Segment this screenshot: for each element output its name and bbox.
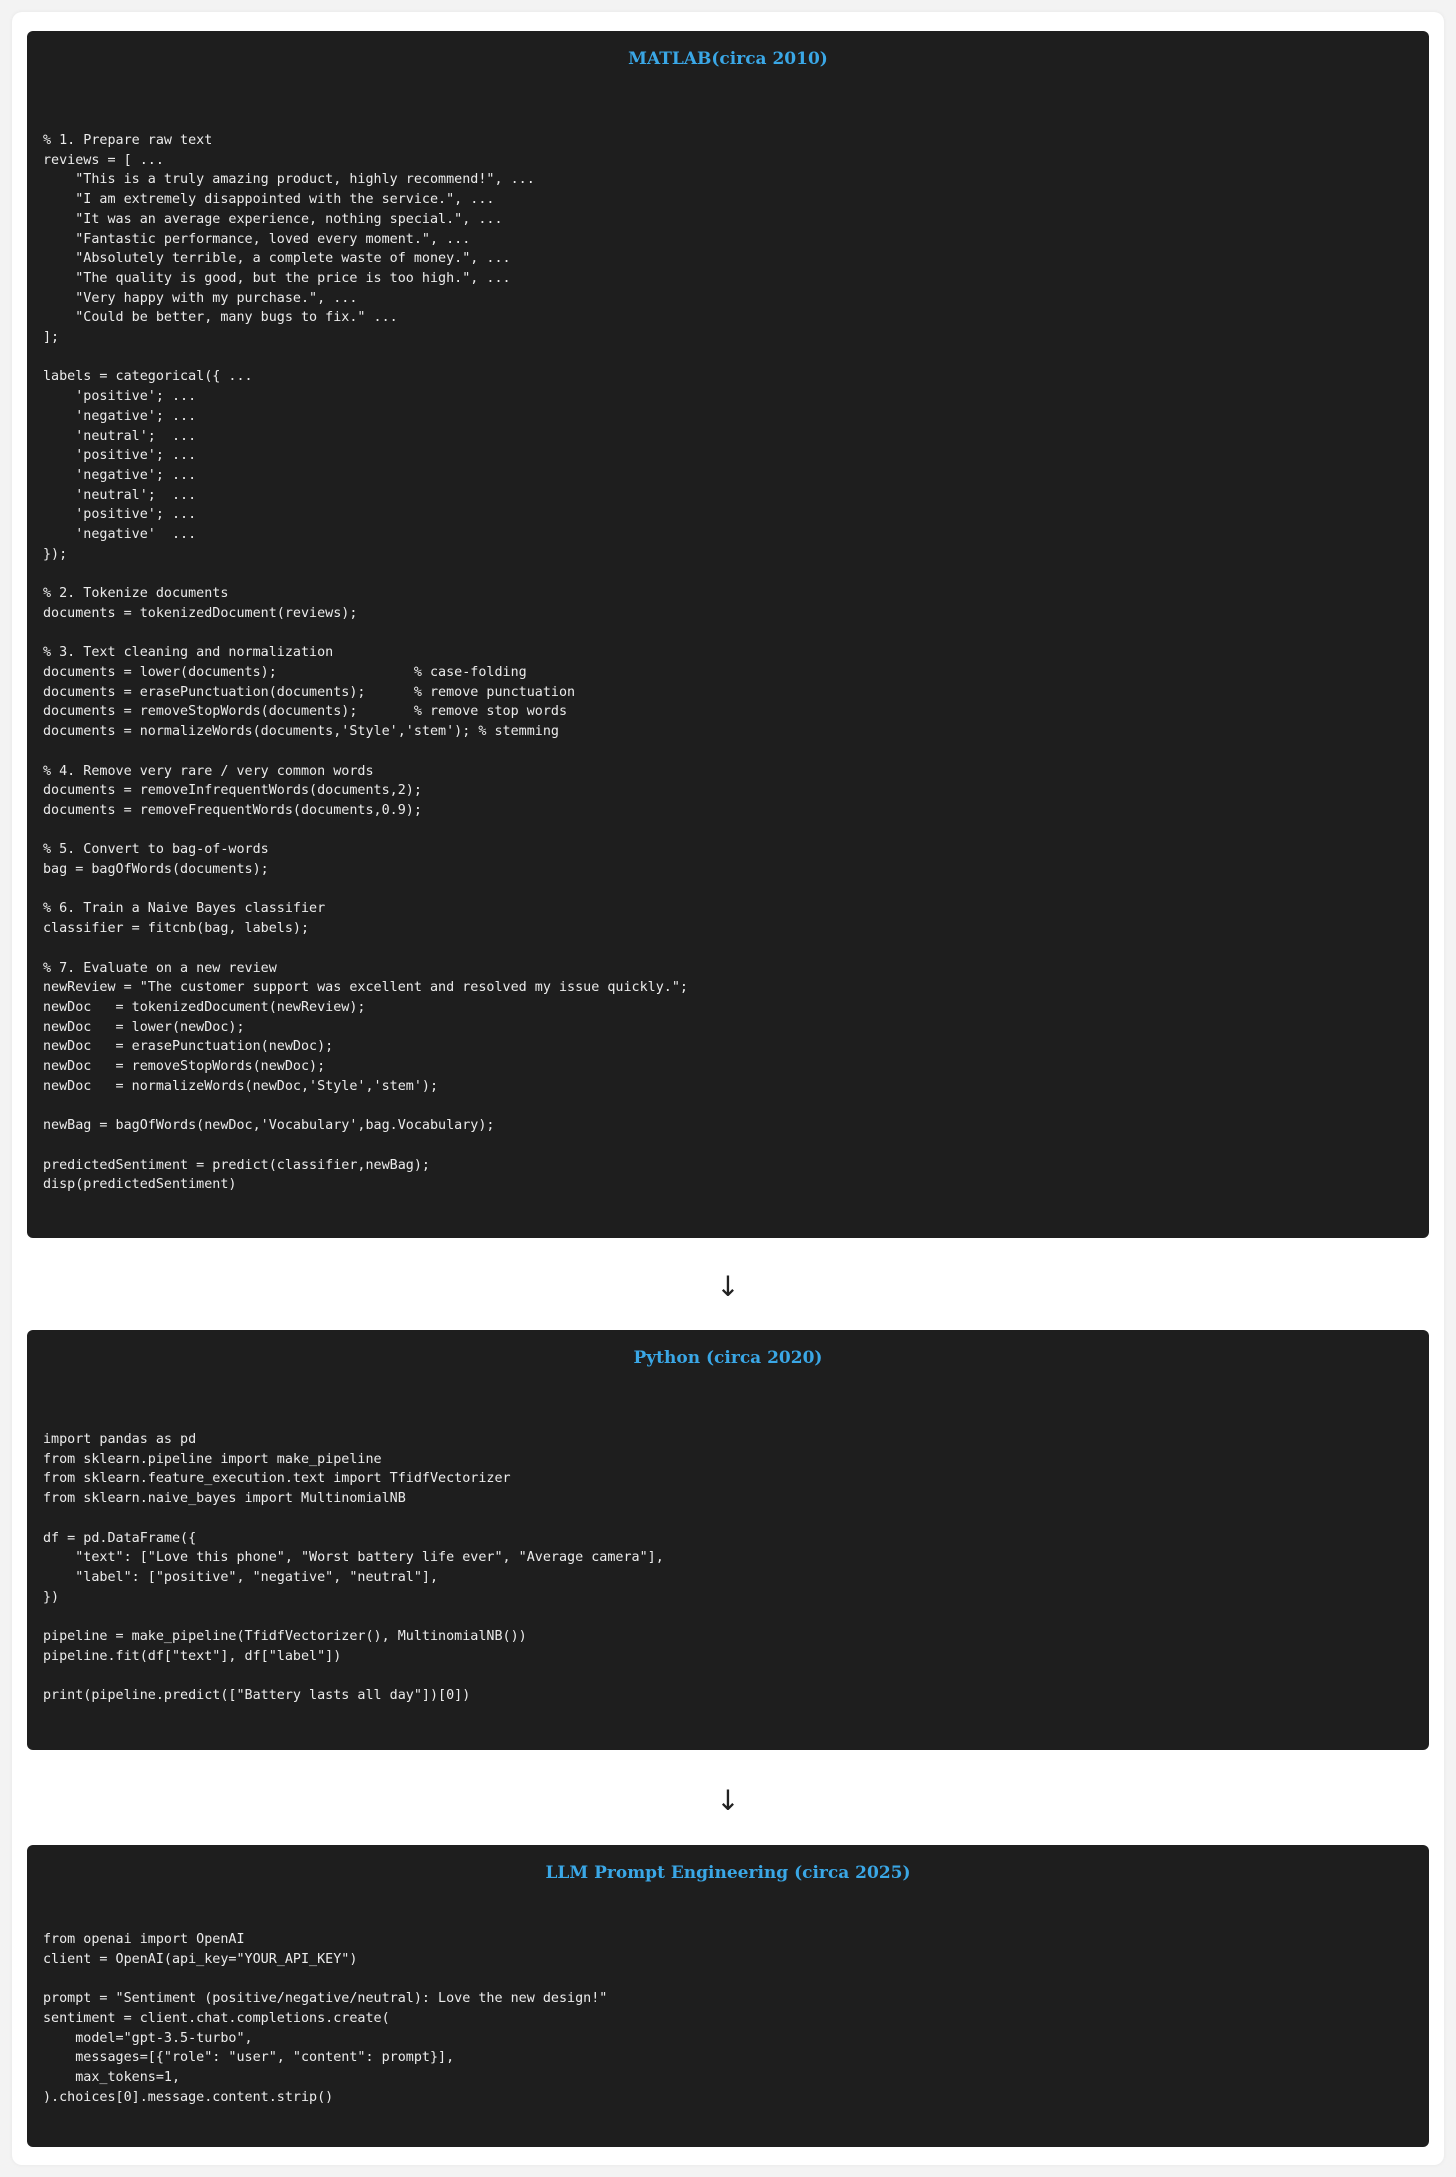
panel-title-llm: LLM Prompt Engineering (circa 2025) [545, 1863, 911, 1883]
panel-title-matlab: MATLAB(circa 2010) [628, 49, 828, 69]
page-container [12, 12, 1444, 2165]
down-arrow-icon: ↓ [716, 1270, 740, 1303]
panel-title-python: Python (circa 2020) [633, 1348, 823, 1368]
code-panel-matlab [27, 31, 1429, 1238]
code-block-matlab: % 1. Prepare raw text reviews = [ ... "This is a truly amazing product, highly recommend!", ... "I am extremely disappointed with the service.", ... "It was an average experience, nothing special.", ... "Fantastic performance, loved every moment.", ... "Absolutely terrible, a complete waste of money.", ... "The quality is good, but the price is too high.", ... "Very happy with my purchase.", ... "Could be better, many bugs to fix." ... ]; labels = categorical({ ... 'positive'; ... 'negative'; ... 'neutral'; ... 'positive'; ... 'negative'; ... 'neutral'; ... 'positive'; ... 'negative' ... }); % 2. Tokenize documents documents = tokenizedDocument(reviews); % 3. Text cleaning and normalization documents = lower(documents); % case-folding documents = erasePunctuation(documents); % remove punctuation documents = removeStopWords(documents); % remove stop words documents = normalizeWords(documents,'Style','stem'); % stemming % 4. Remove very rare / very common words documents = removeInfrequentWords(documents,2); documents = removeFrequentWords(documents,0.9); % 5. Convert to bag-of-words bag = bagOfWords(documents); % 6. Train a Naive Bayes classifier classifier = fitcnb(bag, labels); % 7. Evaluate on a new review newReview = "The customer support was excellent and resolved my issue quickly."; newDoc = tokenizedDocument(newReview); newDoc = lower(newDoc); newDoc = erasePunctuation(newDoc); newDoc = removeStopWords(newDoc); newDoc = normalizeWords(newDoc,'Style','stem'); newBag = bagOfWords(newDoc,'Vocabulary',bag.Vocabulary); predictedSentiment = predict(classifier,newBag); disp(predictedSentiment) [43, 133, 688, 1193]
code-panel-llm [27, 1845, 1429, 2147]
down-arrow-icon: ↓ [716, 1784, 740, 1817]
code-block-llm: from openai import OpenAI client = OpenAI(api_key="YOUR_API_KEY") prompt = "Sentiment (positive/negative/neutral): Love the new design!" sentiment = client.chat.completions.create( model="gpt-3.5-turbo", messages=[{"role": "user", "content": prompt}], max_tokens=1, ).choices[0].message.content.strip() [43, 1932, 608, 2105]
code-block-python: import pandas as pd from sklearn.pipeline import make_pipeline from sklearn.feature_execution.text import TfidfVectorizer from sklearn.naive_bayes import MultinomialNB df = pd.DataFrame({ "text": ["Love this phone", "Worst battery life ever", "Average camera"], "label": ["positive", "negative", "neutral"], }) pipeline = make_pipeline(TfidfVectorizer(), MultinomialNB()) pipeline.fit(df["text"], df["label"]) print(pipeline.predict(["Battery lasts all day"])[0]) [43, 1432, 664, 1704]
code-panel-python [27, 1330, 1429, 1750]
